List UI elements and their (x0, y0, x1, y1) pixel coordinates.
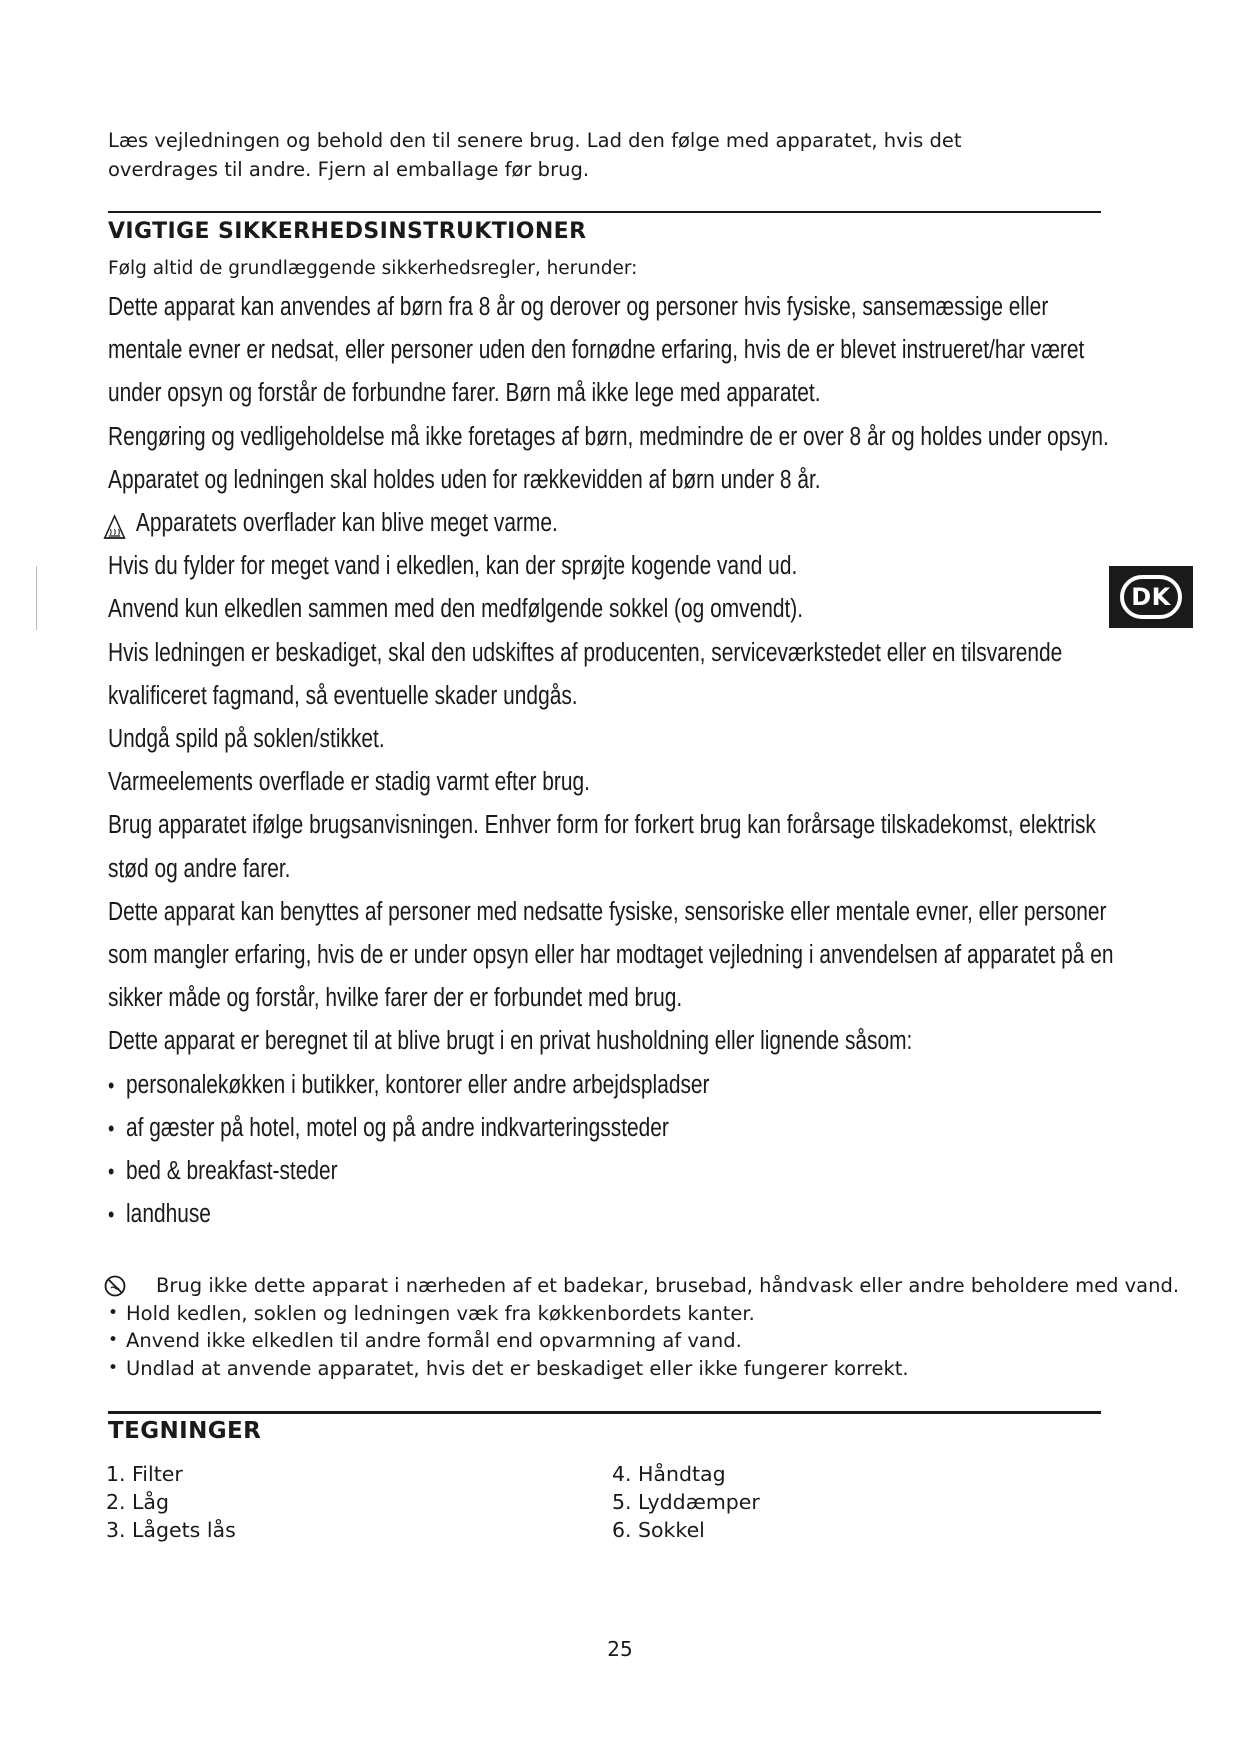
use-list-item: • af gæster på hotel, motel og på andre indkvarteringssteder (108, 1113, 669, 1142)
safety-paragraph: Dette apparat er beregnet til at blive brugt i en privat husholdning eller lignende såsom: (108, 1027, 913, 1056)
safety-paragraph: Apparatet og ledningen skal holdes uden for rækkevidden af børn under 8 år. (108, 465, 821, 494)
safety-instructions (108, 286, 1117, 1236)
section-divider (108, 211, 1101, 213)
safety-paragraph: Brug apparatet ifølge brugsanvisningen. Enhver form for forkert brug kan forårsage tilskadekomst, elektrisk stød og andre farer. (108, 811, 1096, 883)
use-list-item: • landhuse (108, 1200, 211, 1229)
list-item: • Hold kedlen, soklen og ledningen væk fra køkkenbordets kanter. (107, 1301, 755, 1325)
safety-paragraph: Hvis ledningen er beskadiget, skal den udskiftes af producenten, serviceværkstedet eller en tilsvarende kvalificeret fagmand, så eventuelle skader undgås. (108, 638, 1063, 710)
hot-surface-warning-icon (103, 511, 126, 537)
parts-list-right (612, 1460, 760, 1544)
hot-surface-warning (108, 502, 1117, 545)
parts-list-left (106, 1460, 236, 1544)
part-item: 3. Lågets lås (106, 1518, 236, 1542)
safety-paragraph: Hvis du fylder for meget vand i elkedlen, kan der sprøjte kogende vand ud. (108, 552, 798, 581)
drawings-title: TEGNINGER (108, 1418, 262, 1444)
hot-surface-warning-text: Apparatets overflader kan blive meget varme. (135, 509, 558, 538)
safety-paragraph: Rengøring og vedligeholdelse må ikke foretages af børn, medmindre de er over 8 år og holdes under opsyn. (108, 422, 1109, 451)
safety-paragraph: Anvend kun elkedlen sammen med den medfølgende sokkel (og omvendt). (108, 595, 804, 624)
part-item: 1. Filter (106, 1462, 183, 1486)
safety-title: VIGTIGE SIKKERHEDSINSTRUKTIONER (108, 219, 587, 244)
safety-paragraph: Varmeelements overflade er stadig varmt efter brug. (108, 768, 590, 797)
use-list-item: • bed & breakfast-steder (108, 1157, 338, 1186)
safety-subtitle: Følg altid de grundlæggende sikkerhedsregler, herunder: (108, 258, 638, 279)
list-item: • Anvend ikke elkedlen til andre formål end opvarmning af vand. (107, 1329, 742, 1353)
language-code: DK (1120, 575, 1182, 619)
part-item: 2. Låg (106, 1490, 169, 1514)
page-number: 25 (607, 1637, 633, 1661)
intro-text: Læs vejledningen og behold den til senere brug. Lad den følge med apparatet, hvis det overdrages til andre. Fjern al emballage før brug. (108, 129, 962, 181)
water-warning (104, 1272, 1180, 1300)
list-item: • Undlad at anvende apparatet, hvis det er beskadiget eller ikke fungerer korrekt. (107, 1356, 909, 1380)
part-item: 4. Håndtag (612, 1462, 726, 1486)
safety-paragraph: Undgå spild på soklen/stikket. (108, 725, 385, 754)
additional-warnings (104, 1272, 1180, 1382)
water-warning-text: Brug ikke dette apparat i nærheden af et badekar, brusebad, håndvask eller andre beholdere med vand. (156, 1274, 1180, 1297)
section-divider (108, 1411, 1101, 1414)
safety-paragraph: Dette apparat kan benyttes af personer med nedsatte fysiske, sensoriske eller mentale evner, eller personer som mangler erfaring, hvis de er under opsyn eller har modtaget vejledning i anvendelsen af apparatet på en sikker måde og forstår, hvilke farer der er forbundet med brug. (108, 897, 1114, 1013)
margin-mark (36, 566, 37, 630)
language-tab-badge (1109, 566, 1193, 628)
use-list-item: • personalekøkken i butikker, kontorer eller andre arbejdspladser (108, 1070, 710, 1099)
part-item: 5. Lyddæmper (612, 1490, 760, 1514)
safety-paragraph: Dette apparat kan anvendes af børn fra 8 år og derover og personer hvis fysiske, sansemæssige eller mentale evner er nedsat, eller personer uden den fornødne erfaring, hvis de er blevet instrueret/har været under opsyn og forstår de forbundne farer. Børn må ikke lege med apparatet. (108, 293, 1085, 408)
prohibition-icon (104, 1275, 126, 1297)
part-item: 6. Sokkel (612, 1518, 705, 1542)
